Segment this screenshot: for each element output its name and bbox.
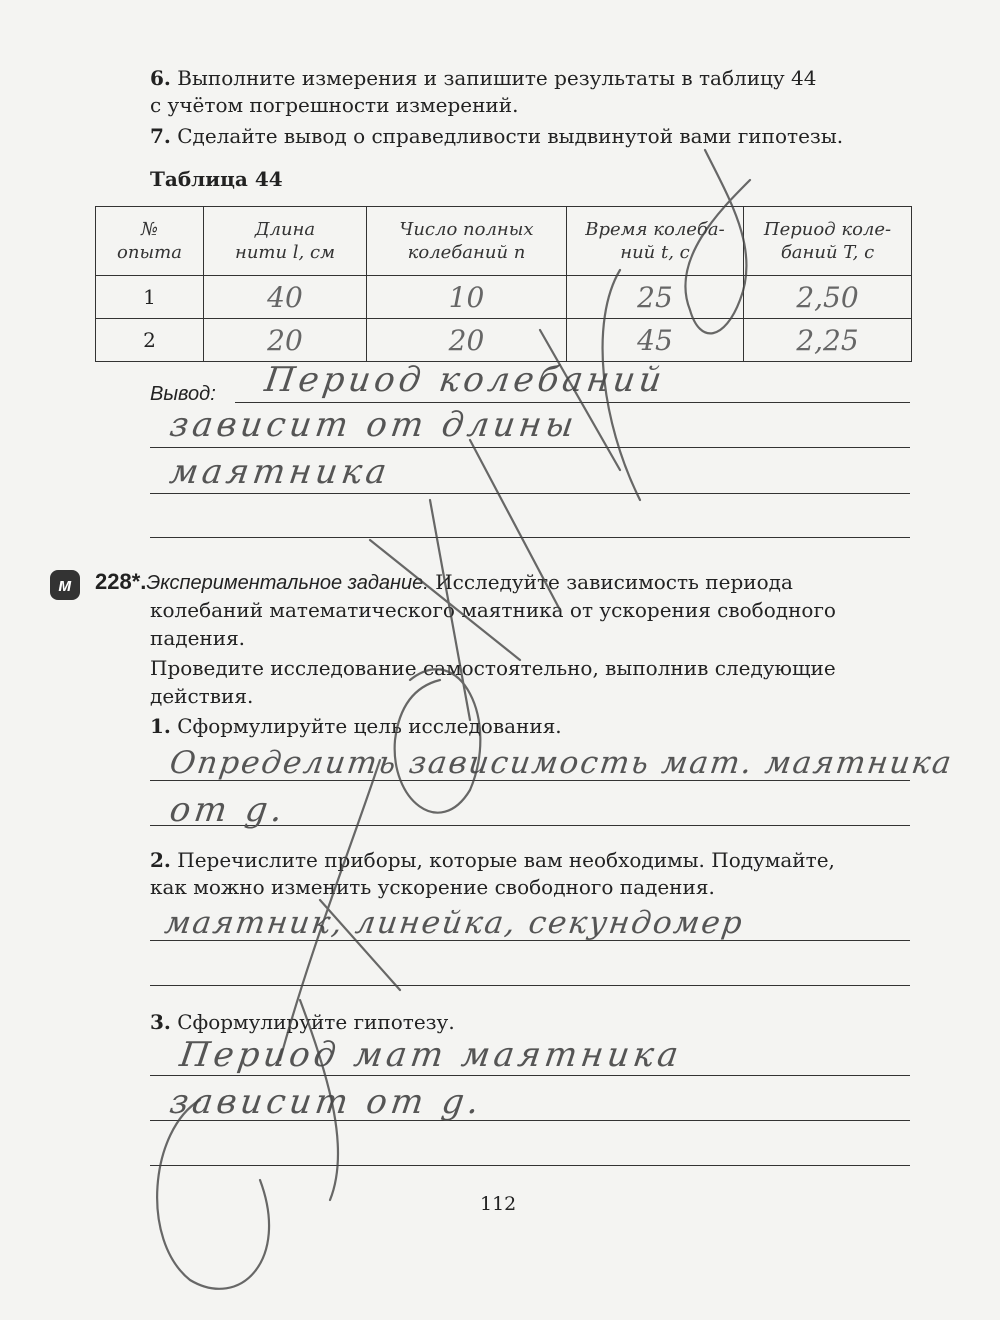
handwritten-answer: Определить зависимость мат. маятника (167, 745, 956, 781)
task-header: 228*.Экспериментальное задание. Исследуйте зависимость периода (95, 569, 793, 594)
step-6-cont: с учётом погрешности измерений. (150, 93, 519, 117)
cell: 40 (204, 276, 367, 319)
header-cell: № опыта (96, 207, 204, 276)
cell: 20 (204, 319, 367, 362)
answer-line (235, 402, 910, 403)
handwritten-answer: зависит от g. (167, 1082, 486, 1122)
task-text: падения. (150, 626, 246, 650)
step-7: 7. Сделайте вывод о справедливости выдвинутой вами гипотезы. (150, 124, 844, 148)
answer-line (150, 1165, 910, 1166)
handwritten-answer: Период мат маятника (177, 1035, 685, 1075)
task-step-1: 1. Сформулируйте цель исследования. (150, 714, 562, 738)
cell: 2,25 (744, 319, 912, 362)
table-row (96, 319, 912, 362)
task-step-2-cont: как можно изменить ускорение свободного падения. (150, 875, 715, 899)
scribble-stroke (395, 669, 481, 812)
task-text: колебаний математического маятника от ускорения свободного (150, 598, 836, 622)
header-cell: Период коле- баний T, с (744, 207, 912, 276)
task-badge: м (50, 570, 80, 600)
table-row (96, 276, 912, 319)
cell: 20 (367, 319, 567, 362)
answer-line (150, 447, 910, 448)
handwritten-answer: маятник, линейка, секундомер (162, 905, 747, 941)
page-number: 112 (480, 1193, 517, 1215)
handwritten-answer: зависит от длины (167, 405, 580, 445)
cell: 25 (567, 276, 744, 319)
table-title: Таблица 44 (150, 167, 283, 191)
conclusion-label: Вывод: (150, 383, 216, 405)
answer-line (150, 493, 910, 494)
task-step-3: 3. Сформулируйте гипотезу. (150, 1010, 455, 1034)
handwritten-answer: маятника (167, 452, 393, 492)
cell: 10 (367, 276, 567, 319)
task-text: действия. (150, 684, 254, 708)
task-step-2: 2. Перечислите приборы, которые вам необходимы. Подумайте, (150, 848, 835, 872)
table-header-row (96, 207, 912, 276)
table-44 (95, 206, 912, 362)
cell: 1 (96, 276, 204, 319)
header-cell: Число полных колебаний n (367, 207, 567, 276)
answer-line (150, 1075, 910, 1076)
cell: 2,50 (744, 276, 912, 319)
header-cell: Длина нити l, см (204, 207, 367, 276)
step-6: 6. Выполните измерения и запишите результаты в таблицу 44 (150, 66, 817, 90)
cell: 45 (567, 319, 744, 362)
answer-line (150, 537, 910, 538)
task-text: Проведите исследование самостоятельно, выполнив следующие (150, 656, 836, 680)
handwritten-answer: от g. (167, 790, 289, 830)
scribble-stroke (157, 1100, 269, 1289)
answer-line (150, 985, 910, 986)
cell: 2 (96, 319, 204, 362)
header-cell: Время колеба- ний t, с (567, 207, 744, 276)
handwritten-answer: Период колебаний (262, 360, 668, 400)
